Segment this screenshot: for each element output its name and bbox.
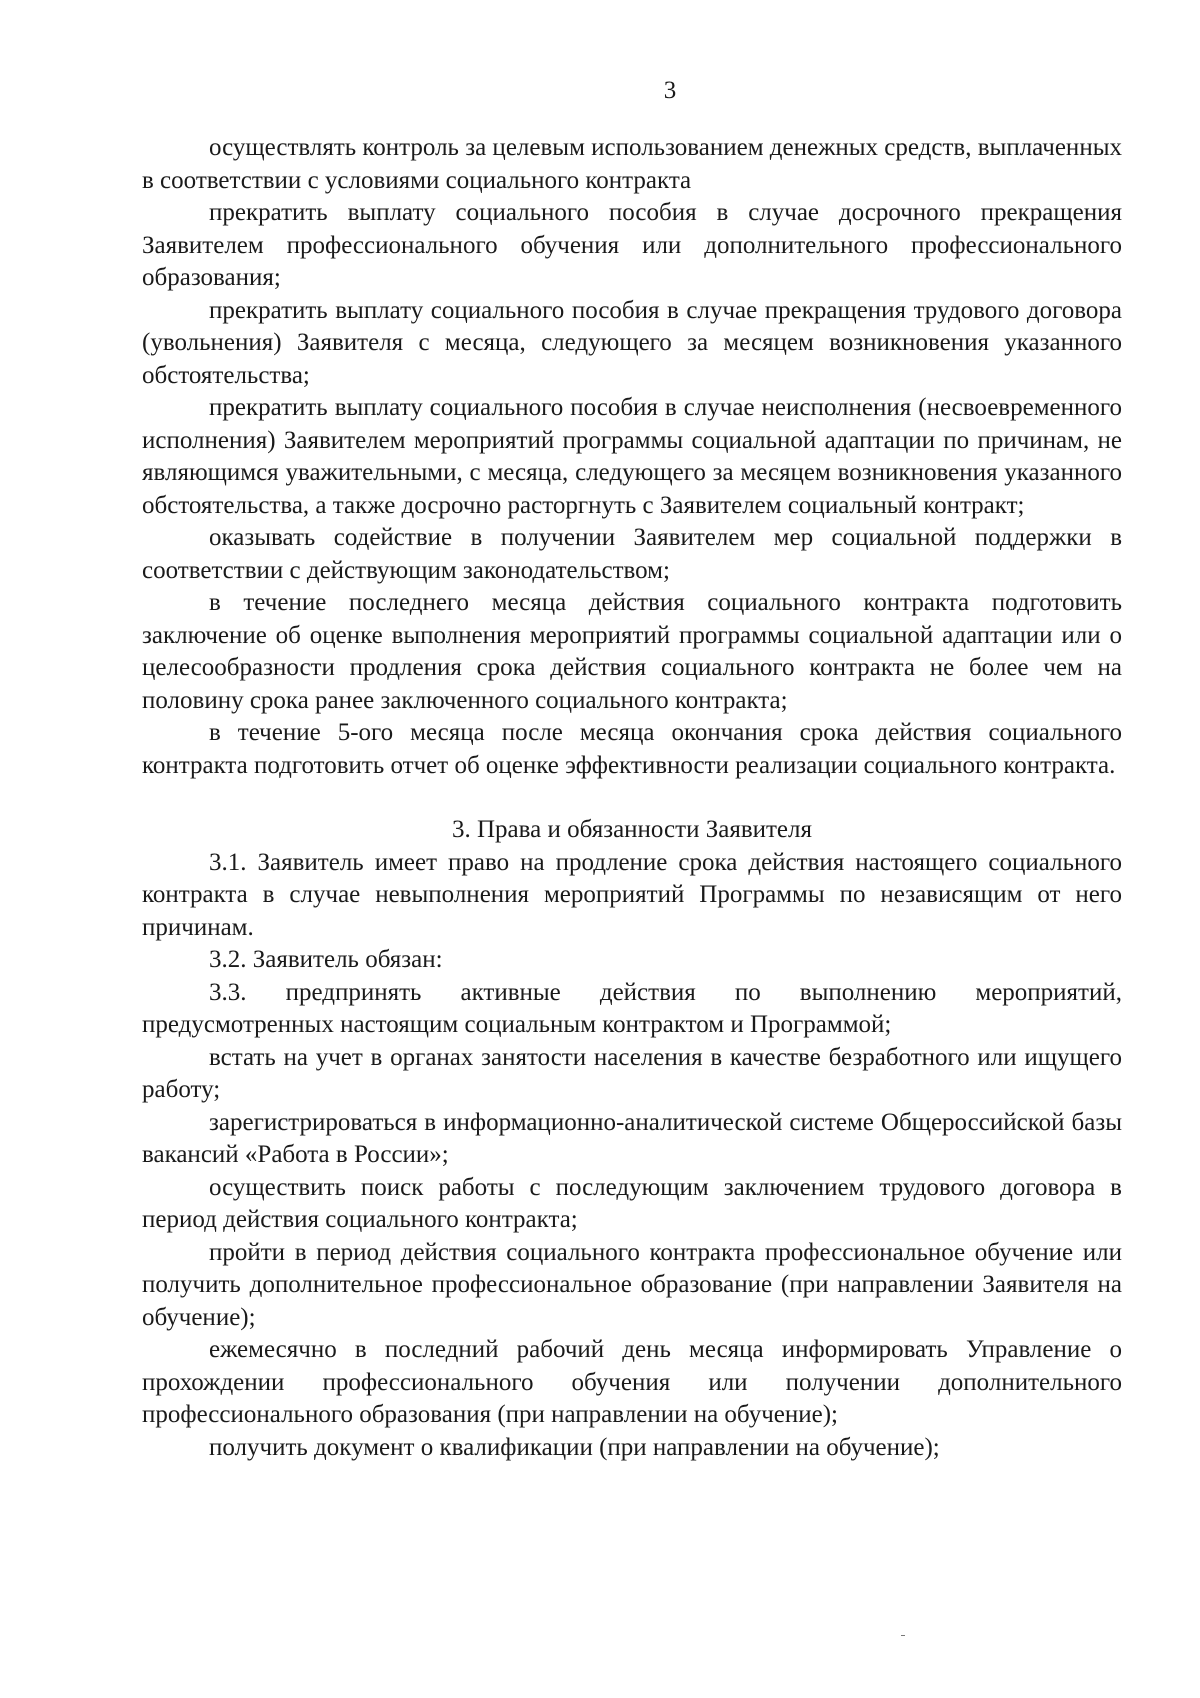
paragraph-stop-payment-dismissal: прекратить выплату социального пособия в случае прекращения трудового договора (увольнения) Заявителя с месяца, следующего за месяцем возникновения указанного обстоятельства;: [142, 296, 1122, 389]
paragraph-stop-payment-nonfulfillment: прекратить выплату социального пособия в случае неисполнения (несвоевременного исполнения) Заявителем мероприятий программы социальной адаптации по причинам, не являющимся уважительными, с месяца, следующего за месяцем возникновения указанного обстоятельства, а также досрочно расторгнуть с Заявителем социальный контракт;: [142, 394, 1122, 519]
paragraph-monthly-inform: ежемесячно в последний рабочий день месяца информировать Управление о прохождении профессионального обучения или получении дополнительного профессионального образования (при направлении на обучение);: [142, 1336, 1122, 1428]
paragraph-prepare-conclusion: в течение последнего месяца действия социального контракта подготовить заключение об оценке выполнения мероприятий программы социальной адаптации или о целесообразности продления срока действия социального контракта не более чем на половину срока ранее заключенного социального контракта;: [142, 589, 1122, 714]
document-body: [142, 132, 1122, 1464]
paragraph-register-system: зарегистрироваться в информационно-аналитической системе Общероссийской базы вакансий «Работа в России»;: [142, 1108, 1122, 1168]
paragraph-3-3-active-actions: 3.3. предпринять активные действия по выполнению мероприятий, предусмотренных настоящим социальным контрактом и Программой;: [142, 978, 1122, 1038]
paragraph-3-1-right: 3.1. Заявитель имеет право на продление срока действия настоящего социального контракта в случае невыполнения мероприятий Программы по независящим от него причинам.: [142, 848, 1122, 941]
paragraph-register-employment: встать на учет в органах занятости населения в качестве безработного или ищущего работу;: [142, 1043, 1122, 1103]
paragraph-qualification-document: получить документ о квалификации (при направлении на обучение);: [209, 1433, 940, 1461]
paragraph-control-funds: осуществлять контроль за целевым использованием денежных средств, выплаченных в соответствии с условиями социального контракта: [142, 134, 1122, 194]
paragraph-prepare-report: в течение 5-ого месяца после месяца окончания срока действия социального контракта подготовить отчет об оценке эффективности реализации социального контракта.: [142, 719, 1122, 779]
paragraph-training: пройти в период действия социального контракта профессиональное обучение или получить дополнительное профессиональное образование (при направлении Заявителя на обучение);: [142, 1238, 1122, 1331]
paragraph-job-search: осуществить поиск работы с последующим заключением трудового договора в период действия социального контракта;: [142, 1173, 1122, 1233]
paragraph-stop-payment-training: прекратить выплату социального пособия в случае досрочного прекращения Заявителем профессионального обучения или дополнительного профессионального образования;: [142, 199, 1122, 291]
section-heading: 3. Права и обязанности Заявителя: [452, 816, 812, 843]
paragraph-3-2-obliged: 3.2. Заявитель обязан:: [209, 946, 443, 973]
paragraph-assist-social-support: оказывать содействие в получении Заявителем мер социальной поддержки в соответствии с действующим законодательством;: [142, 524, 1122, 584]
scan-speck: [901, 1635, 905, 1636]
page-number: 3: [663, 77, 677, 104]
